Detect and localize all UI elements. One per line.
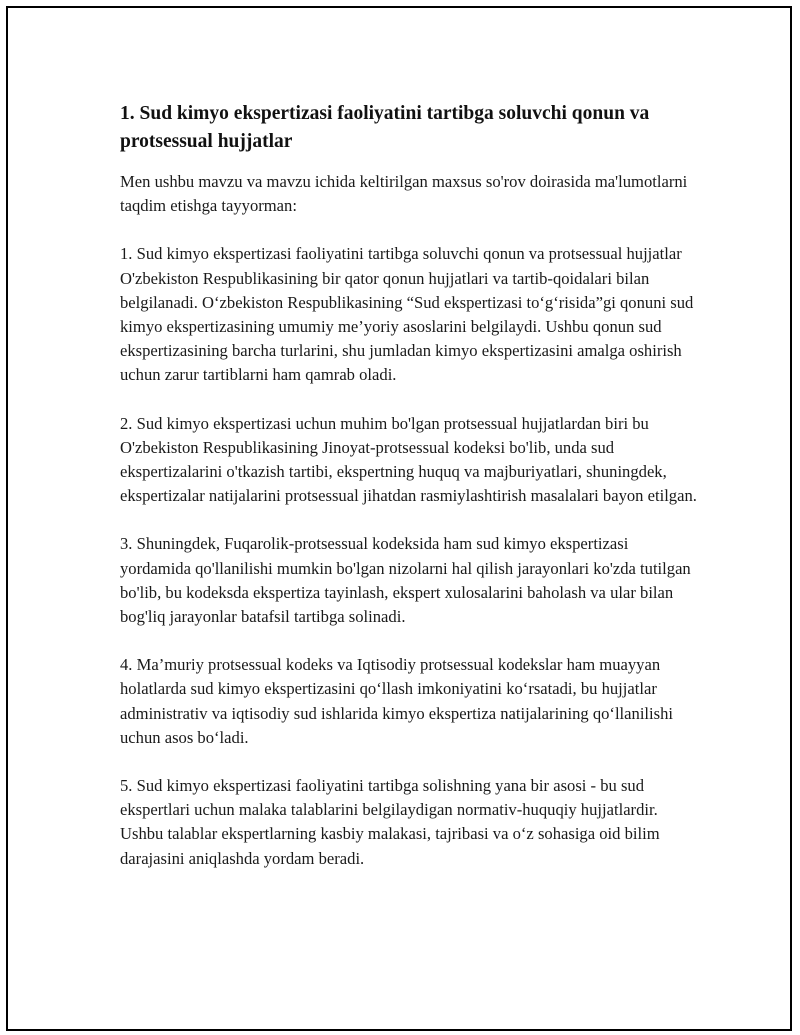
paragraph-2: 2. Sud kimyo ekspertizasi uchun muhim bo'lgan protsessual hujjatlardan biri bu O'zbekiston Respublikasining Jinoyat-protsessual kodeksi bo'lib, unda sud ekspertizalarini o'tkazish tartibi, ekspertning huquq va majburiyatlari, shuningdek, ekspertizalar natijalarini protsessual jihatdan rasmiylashtirish masalalari bayon etilgan. [120, 413, 697, 506]
intro-paragraph: Men ushbu mavzu va mavzu ichida keltirilgan maxsus so'rov doirasida ma'lumotlarni taqdim etishga tayyorman: [120, 172, 688, 216]
paragraph-3: 3. Shuningdek, Fuqarolik-protsessual kodeksida ham sud kimyo ekspertizasi yordamida qo'llanilishi mumkin bo'lgan nizolarni hal qilish jarayonlari ko'zda tutilgan bo'lib, bu kodeksda ekspertiza tayinlash, ekspert xulosalarini baholash va ular bilan bog'liq jarayonlar batafsil tartibga solinadi. [120, 534, 691, 627]
page-frame [6, 6, 792, 1031]
document-body [120, 100, 700, 895]
paragraph-5: 5. Sud kimyo ekspertizasi faoliyatini tartibga solishning yana bir asosi - bu sud ekspertlari uchun malaka talablarini belgilaydigan normativ-huquqiy hujjatlardir. Ushbu talablar ekspertlarning kasbiy malakasi, tajribasi va o‘z sohasiga oid bilim darajasini aniqlashda yordam beradi. [120, 776, 660, 868]
document-title: 1. Sud kimyo ekspertizasi faoliyatini tartibga soluvchi qonun va protsessual hujjatlar [120, 103, 650, 152]
paragraph-1: 1. Sud kimyo ekspertizasi faoliyatini tartibga soluvchi qonun va protsessual hujjatlar O'zbekiston Respublikasining bir qator qonun hujjatlari va tartib-qoidalari bilan belgilanadi. O‘zbekiston Respublikasining “Sud ekspertizasi to‘g‘risida”gi qonuni sud kimyo ekspertizasining umumiy me’yoriy asoslarini belgilaydi. Ushbu qonun sud ekspertizasining barcha turlarini, shu jumladan kimyo ekspertizasini amalga oshirish uchun zarur tartiblarni ham qamrab oladi. [120, 244, 694, 385]
paragraph-4: 4. Ma’muriy protsessual kodeks va Iqtisodiy protsessual kodekslar ham muayyan holatlarda sud kimyo ekspertizasini qo‘llash imkoniyatini ko‘rsatadi, bu hujjatlar administrativ va iqtisodiy sud ishlarida kimyo ekspertiza natijalarining qo‘llanilishi uchun asos bo‘ladi. [120, 655, 674, 747]
